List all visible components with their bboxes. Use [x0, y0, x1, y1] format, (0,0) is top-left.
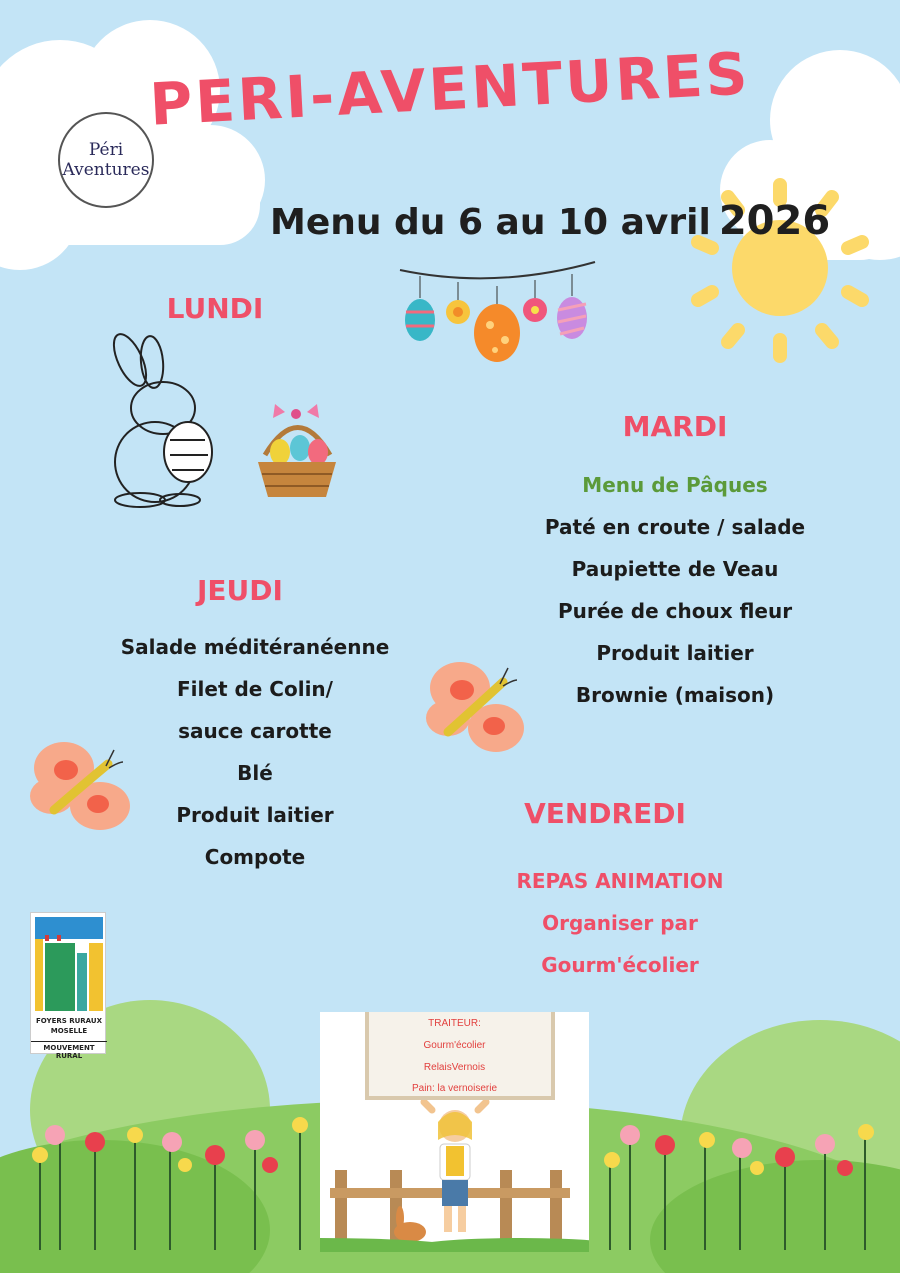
- vendredi-menu: [460, 860, 780, 986]
- easter-basket-icon: [258, 404, 336, 497]
- fr-logo-line2: MOSELLE: [50, 1027, 88, 1035]
- butterfly-icon: [426, 662, 524, 752]
- menu-dates: [270, 198, 831, 244]
- day-mardi: MARDI: [622, 410, 728, 443]
- peri-aventures-logo: [58, 112, 154, 208]
- menu-item: Produit laitier: [596, 641, 754, 665]
- day-vendredi: VENDREDI: [524, 797, 686, 830]
- menu-year: 2026: [718, 198, 831, 244]
- page-title: PERI-AVENTURES: [148, 39, 752, 139]
- traiteur-board: [320, 1012, 589, 1252]
- mardi-special: Menu de Pâques: [582, 473, 768, 497]
- traiteur-heading: TRAITEUR:: [428, 1018, 481, 1029]
- vendredi-line2: Organiser par Gourm'écolier: [541, 911, 699, 977]
- logo-text-line1: Péri: [88, 140, 124, 160]
- vendredi-line1: REPAS ANIMATION: [516, 869, 724, 893]
- day-lundi: LUNDI: [166, 292, 264, 325]
- menu-item: Filet de Colin/: [177, 677, 333, 701]
- jeudi-menu: [105, 626, 405, 878]
- foyers-ruraux-emblem: [31, 913, 107, 1015]
- logo-text-line2: Aventures: [62, 160, 150, 180]
- easter-garland-icon: [400, 262, 595, 362]
- menu-item: Purée de choux fleur: [557, 599, 793, 623]
- child-with-fence-illustration: [320, 1100, 589, 1252]
- bunny-icon: [107, 330, 212, 507]
- menu-item: sauce carotte: [178, 719, 332, 743]
- fr-logo-line1: FOYERS RURAUX: [36, 1017, 102, 1025]
- fr-logo-line3: MOUVEMENT RURAL: [31, 1041, 107, 1060]
- menu-item: Blé: [237, 761, 273, 785]
- menu-item: Produit laitier: [176, 803, 334, 827]
- foyers-ruraux-logo: [30, 912, 106, 1060]
- menu-dates-text: Menu du 6 au 10 avril: [270, 202, 711, 243]
- day-jeudi: JEUDI: [197, 574, 283, 607]
- menu-item: Salade méditéranéenne: [120, 635, 390, 659]
- menu-item: Brownie (maison): [575, 683, 775, 707]
- menu-item: Paupiette de Veau: [571, 557, 779, 581]
- traiteur-line1: Gourm'écolier: [423, 1040, 486, 1051]
- traiteur-line3: Pain: la vernoiserie: [411, 1083, 498, 1094]
- menu-item: Paté en croute / salade: [544, 515, 806, 539]
- traiteur-line2: RelaisVernois: [423, 1062, 486, 1073]
- mardi-menu: [525, 464, 825, 716]
- menu-item: Compote: [204, 845, 306, 869]
